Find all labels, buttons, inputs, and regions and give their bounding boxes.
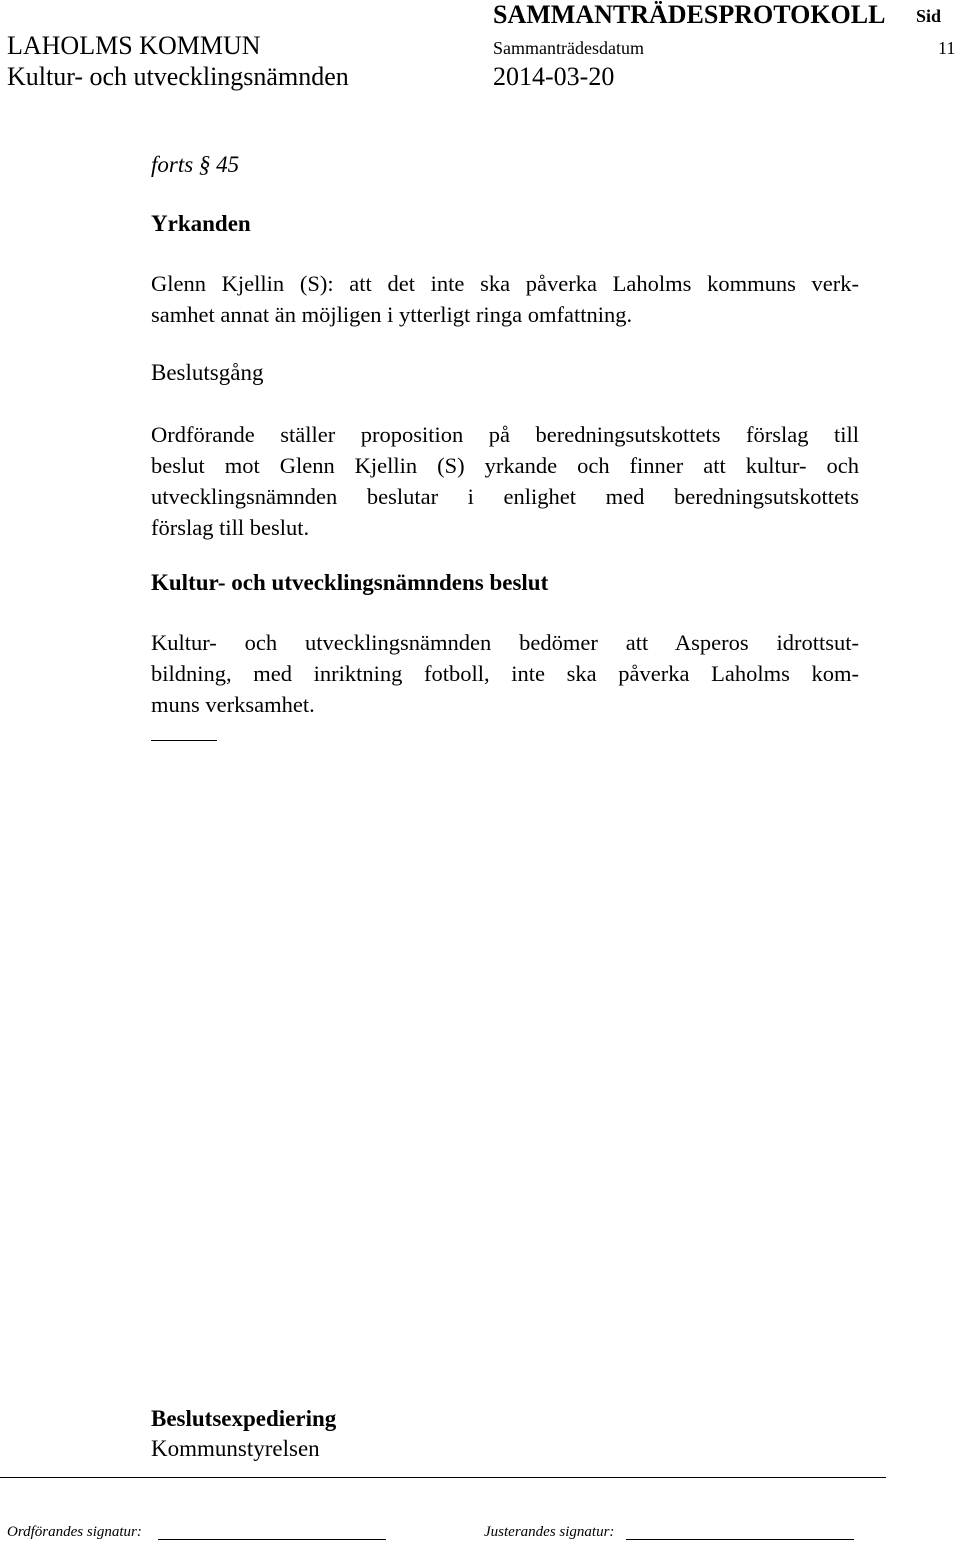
paragraph-line: beslut mot Glenn Kjellin (S) yrkande och finner att kultur- och (151, 453, 859, 478)
municipality-name: LAHOLMS KOMMUN (7, 31, 261, 60)
yrkanden-heading: Yrkanden (151, 211, 251, 236)
paragraph-line: muns verksamhet. (151, 692, 315, 717)
date-label: Sammanträdesdatum (493, 38, 644, 58)
yrkanden-paragraph (151, 268, 859, 330)
meeting-date: 2014-03-20 (493, 62, 615, 91)
paragraph-line: utvecklingsnämnden beslutar i enlighet med beredningsutskottets (151, 484, 859, 509)
paragraph-line: Glenn Kjellin (S): att det inte ska påverka Laholms kommuns verk- (151, 271, 859, 296)
section-reference: forts § 45 (151, 152, 240, 177)
beslutsgang-heading: Beslutsgång (151, 360, 264, 385)
paragraph-line: samhet annat än möjligen i ytterligt ringa omfattning. (151, 302, 633, 327)
paragraph-line: Ordförande ställer proposition på beredningsutskottets förslag till (151, 422, 859, 447)
adjuster-signature-label: Justerandes signatur: (484, 1524, 615, 1540)
expedition-recipient: Kommunstyrelsen (151, 1436, 320, 1461)
committee-name: Kultur- och utvecklingsnämnden (7, 62, 349, 91)
document-type: SAMMANTRÄDESPROTOKOLL (493, 0, 886, 29)
section-end-rule (151, 740, 217, 741)
expedition-heading: Beslutsexpediering (151, 1406, 337, 1431)
page-label: Sid (916, 6, 942, 26)
paragraph-line: bildning, med inriktning fotboll, inte ska påverka Laholms kom- (151, 661, 859, 686)
footer-divider (0, 1477, 886, 1478)
paragraph-line: Kultur- och utvecklingsnämnden bedömer att Asperos idrottsut- (151, 630, 859, 655)
chair-signature-line (158, 1539, 386, 1540)
decision-heading: Kultur- och utvecklingsnämndens beslut (151, 570, 549, 595)
page-number: 11 (938, 38, 956, 58)
adjuster-signature-line (626, 1539, 854, 1540)
beslutsgang-paragraph (151, 419, 859, 543)
decision-paragraph (151, 627, 859, 720)
paragraph-line: förslag till beslut. (151, 515, 310, 540)
chair-signature-label: Ordförandes signatur: (7, 1524, 142, 1540)
